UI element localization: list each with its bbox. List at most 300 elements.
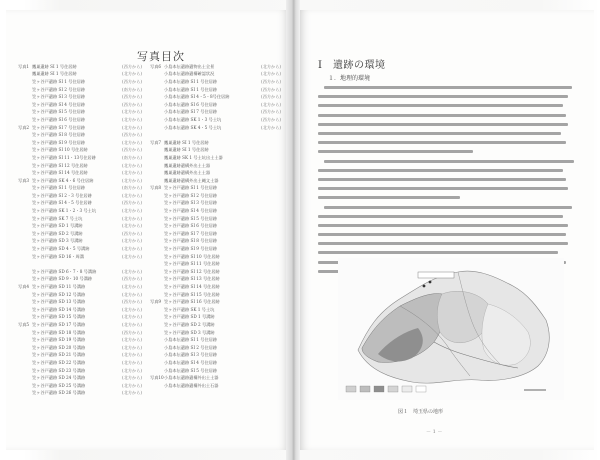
plate-number [150, 345, 164, 351]
plate-number [150, 352, 164, 358]
toc-row [18, 276, 288, 284]
plate-number [150, 307, 164, 313]
toc-entry-right [150, 314, 285, 320]
text-line [318, 202, 576, 211]
figure-caption: 図１ 埼玉県の地形 [398, 409, 444, 415]
photo-direction: (西方から) [122, 230, 143, 236]
photo-title: 笠ヶ谷戸遺跡 SD 25 号溝跡 [32, 382, 86, 388]
plate-number [150, 292, 164, 298]
photo-title: 小島本伝遺跡 SI 3 号住居跡 [164, 352, 218, 358]
toc-row [18, 154, 288, 162]
toc-entry-right [150, 322, 285, 328]
toc-entry-right [150, 238, 285, 244]
photo-direction: (北方から) [122, 253, 143, 259]
photo-direction [261, 155, 285, 161]
plate-number [18, 163, 32, 169]
photo-title: 鷹巣遺跡 SK 1 号土坑出土土器 [164, 154, 223, 160]
plate-number: 写真4 [18, 284, 30, 290]
toc-row [18, 71, 288, 79]
photo-direction: (西方から) [261, 109, 282, 115]
photo-title: 笠ヶ谷戸遺跡 SK 1・2・3 号土坑 [32, 208, 97, 214]
photo-direction: (北方から) [122, 215, 143, 221]
plate-number: 写真1 [18, 63, 30, 69]
photo-title: 笠ヶ谷戸遺跡 SI 15 号住居跡 [164, 291, 220, 297]
photo-title: 笠ヶ谷戸遺跡 SD 9・10 号溝跡 [32, 276, 93, 282]
toc-entry-right [150, 170, 285, 176]
photo-direction: (北方から) [122, 375, 143, 381]
photo-direction: (北方から) [122, 208, 143, 214]
photo-direction: (西方から) [261, 86, 282, 92]
photo-title: 笠ヶ谷戸遺跡 SD 24 号溝跡 [32, 375, 86, 381]
plate-number [18, 170, 32, 176]
photo-direction: (南方から) [122, 86, 143, 92]
toc-entry-right [150, 360, 285, 366]
toc-row [18, 78, 288, 86]
toc-entry-left [18, 216, 146, 222]
photo-title: 小島本伝遺跡遺構外出土土器 [164, 375, 219, 381]
toc-row [18, 245, 288, 253]
text-line [318, 157, 576, 166]
photo-direction: (西方から) [122, 63, 143, 69]
text-line [318, 184, 576, 193]
toc-row [18, 359, 288, 367]
photo-direction [261, 368, 285, 374]
photo-direction: (北方から) [122, 344, 143, 350]
toc-row [18, 374, 288, 382]
photo-direction [261, 231, 285, 237]
photo-title: 笠ヶ谷戸遺跡 SD 20 号溝跡 [32, 344, 86, 350]
photo-direction: (西方から) [122, 200, 143, 206]
toc-entry-left [18, 360, 146, 366]
toc-entry-left [18, 132, 146, 138]
plate-number [18, 102, 32, 108]
plate-number [18, 94, 32, 100]
toc-entry-right [150, 292, 285, 298]
photo-title: 小島本伝遺跡 SI 2 号住居跡 [164, 344, 218, 350]
photo-direction [261, 178, 285, 184]
photo-direction [261, 314, 285, 320]
toc-entry-right [150, 79, 285, 85]
photo-direction [261, 200, 285, 206]
toc-entry-right [150, 163, 285, 169]
toc-entry-right [150, 87, 285, 93]
photo-title: 笠ヶ谷戸遺跡 SD 2 号溝跡 [32, 230, 83, 236]
plate-number [150, 178, 164, 184]
plate-number [18, 193, 32, 199]
photo-title: 鷹巣遺跡 SI 1 号住居跡 [164, 139, 209, 145]
text-line [318, 111, 576, 120]
plate-number [18, 246, 32, 252]
toc-entry-left [18, 337, 146, 343]
toc-entry-right [150, 140, 285, 146]
plate-number [18, 269, 32, 275]
plate-number [18, 307, 32, 313]
toc-entry-right [150, 284, 285, 290]
photo-title: 笠ヶ谷戸遺跡 SI 11 号住居跡 [164, 261, 220, 267]
photo-title: 笠ヶ谷戸遺跡 SK 1 号土坑 [164, 306, 215, 312]
toc-entry-right [150, 208, 285, 214]
toc-row [18, 230, 288, 238]
toc-row [18, 116, 288, 124]
toc-entry-right [150, 330, 285, 336]
plate-number [150, 337, 164, 343]
photo-contents-title: 写真目次 [137, 50, 185, 63]
toc-row [18, 306, 288, 314]
photo-title: 鷹巣遺跡 SI 1 号住居跡 [32, 71, 77, 77]
photo-direction: (北方から) [122, 139, 143, 145]
toc-entry-right [150, 102, 285, 108]
photo-direction [261, 360, 285, 366]
toc-entry-right [150, 71, 285, 77]
toc-entry-right [150, 299, 285, 305]
terrain-map-figure [338, 258, 564, 400]
photo-title: 小島本伝遺跡 SI 7 号住居跡 [164, 109, 218, 115]
text-line [318, 120, 576, 129]
plate-number [150, 109, 164, 115]
photo-title: 笠ヶ谷戸遺跡 SK 4・6 号住居跡 [32, 177, 94, 183]
toc-entry-right [150, 109, 285, 115]
toc-entry-right [150, 345, 285, 351]
photo-title: 笠ヶ谷戸遺跡 SD 18 号溝跡 [32, 329, 86, 335]
photo-direction [261, 337, 285, 343]
toc-entry-left [18, 200, 146, 206]
toc-entry-left [18, 170, 146, 176]
plate-number [150, 200, 164, 206]
photo-direction [261, 163, 285, 169]
chapter-heading: Ⅰ 遺跡の環境 [318, 60, 386, 71]
photo-direction: (北方から) [122, 71, 143, 77]
plate-number [18, 155, 32, 161]
toc-row [18, 283, 288, 291]
photo-title: 笠ヶ谷戸遺跡 SI 14 号住居跡 [32, 170, 88, 176]
text-line [318, 248, 576, 257]
photo-direction: (北方から) [122, 352, 143, 358]
photo-direction: (西方から) [261, 94, 282, 100]
toc-row [18, 207, 288, 215]
photo-title: 笠ヶ谷戸遺跡 SD 14 号溝跡 [32, 306, 86, 312]
toc-entry-left [18, 79, 146, 85]
photo-title: 小島本伝遺跡 SI 1 号住居跡 [164, 337, 218, 343]
toc-entry-right [150, 155, 285, 161]
toc-row [18, 314, 288, 322]
toc-row [18, 192, 288, 200]
toc-entry-right [150, 269, 285, 275]
plate-number [150, 276, 164, 282]
photo-title: 笠ヶ谷戸遺跡 SI 12 号住居跡 [32, 162, 88, 168]
photo-direction [261, 375, 285, 381]
photo-direction: (北方から) [122, 170, 143, 176]
photo-title: 笠ヶ谷戸遺跡 SD 22 号溝跡 [32, 359, 86, 365]
toc-entry-left [18, 94, 146, 100]
toc-row [18, 291, 288, 299]
plate-number [150, 125, 164, 131]
toc-entry-right [150, 193, 285, 199]
photo-title: 笠ヶ谷戸遺跡 SD 4・5 号溝跡 [32, 246, 90, 252]
photo-title: 笠ヶ谷戸遺跡 SI 3 号住居跡 [32, 94, 86, 100]
toc-row [18, 222, 288, 230]
photo-direction: (西方から) [122, 147, 143, 153]
photo-title: 笠ヶ谷戸遺跡 SD 15 号溝跡 [32, 314, 86, 320]
photo-direction: (北方から) [122, 382, 143, 388]
photo-title: 笠ヶ谷戸遺跡 SD 19 号溝跡 [32, 337, 86, 343]
photo-title: 小島本伝遺跡 SK 1・3 号土坑 [164, 116, 222, 122]
photo-title: 笠ヶ谷戸遺跡 SI 13 号住居跡 [164, 276, 220, 282]
photo-direction [261, 330, 285, 336]
toc-entry-left [18, 352, 146, 358]
plate-number [150, 208, 164, 214]
toc-entry-left [18, 238, 146, 244]
photo-direction [261, 185, 285, 191]
plate-number [18, 71, 32, 77]
toc-entry-right [150, 254, 285, 260]
toc-entry-right [150, 216, 285, 222]
plate-number [18, 299, 32, 305]
photo-direction: (北方から) [122, 321, 143, 327]
plate-number [150, 193, 164, 199]
toc-row [18, 162, 288, 170]
plate-number [150, 216, 164, 222]
photo-title: 小島本伝遺跡 SI 4 号住居跡 [164, 359, 218, 365]
photo-direction: (北方から) [122, 268, 143, 274]
plate-number [150, 360, 164, 366]
photo-title: 笠ヶ谷戸遺跡 SI 8 号住居跡 [32, 132, 86, 138]
photo-direction [261, 276, 285, 282]
plate-number: 写真7 [150, 139, 162, 145]
photo-direction: (南方から) [122, 154, 143, 160]
photo-direction [261, 223, 285, 229]
photo-title: 笠ヶ谷戸遺跡 SI 10 号住居跡 [32, 147, 88, 153]
toc-entry-right [150, 223, 285, 229]
photo-title: 笠ヶ谷戸遺跡 SI 2・3 号住居跡 [32, 192, 92, 198]
photo-direction [261, 284, 285, 290]
photo-direction [261, 193, 285, 199]
plate-number [18, 132, 32, 138]
photo-title: 鷹巣遺跡 SI 1 号住居跡 [32, 63, 77, 69]
plate-number [150, 155, 164, 161]
photo-direction: (北方から) [122, 291, 143, 297]
toc-entry-left [18, 155, 146, 161]
photo-title: 笠ヶ谷戸遺跡 SD 16・周溝 [32, 253, 84, 259]
toc-entry-left [18, 284, 146, 290]
toc-row [18, 260, 288, 268]
photo-title: 小島本伝遺跡 SI 1 号住居跡 [164, 78, 218, 84]
photo-direction: (北方から) [122, 238, 143, 244]
plate-number [18, 117, 32, 123]
toc-row [18, 109, 288, 117]
plate-number [18, 109, 32, 115]
photo-direction [261, 307, 285, 313]
photo-title: 笠ヶ谷戸遺跡 SI 16 号住居跡 [164, 299, 220, 305]
photo-direction: (西方から) [261, 116, 282, 122]
photo-title: 笠ヶ谷戸遺跡 SI 3 号住居跡 [164, 200, 218, 206]
toc-row [18, 321, 288, 329]
photo-direction [261, 383, 285, 389]
toc-row [18, 147, 288, 155]
toc-row [18, 200, 288, 208]
toc-row [18, 139, 288, 147]
toc-entry-left [18, 117, 146, 123]
photo-title: 笠ヶ谷戸遺跡 SI 7 号住居跡 [164, 230, 218, 236]
text-line [318, 239, 576, 248]
body-text [318, 83, 576, 276]
photo-title: 笠ヶ谷戸遺跡 SI 5 号住居跡 [32, 109, 86, 115]
toc-entry-left [18, 185, 146, 191]
photo-title: 小島本伝遺跡 SI 1 号住居跡 [164, 86, 218, 92]
plate-number [18, 345, 32, 351]
plate-number [18, 140, 32, 146]
photo-direction [261, 269, 285, 275]
text-line [318, 193, 576, 202]
photo-title: 笠ヶ谷戸遺跡 SD 3 号溝跡 [32, 238, 83, 244]
plate-number [150, 238, 164, 244]
photo-direction [261, 208, 285, 214]
photo-direction: (北方から) [122, 116, 143, 122]
plate-number [150, 383, 164, 389]
photo-title: 笠ヶ谷戸遺跡 SD 21 号溝跡 [32, 352, 86, 358]
photo-direction [261, 147, 285, 153]
text-line [318, 212, 576, 221]
toc-entry-right [150, 276, 285, 282]
text-line [318, 230, 576, 239]
photo-title: 笠ヶ谷戸遺跡 SD 3 号溝跡 [164, 329, 215, 335]
toc-entry-left [18, 276, 146, 282]
plate-number: 写真5 [18, 321, 30, 327]
toc-entry-left [18, 254, 146, 260]
text-line [318, 101, 576, 110]
text-line [318, 129, 576, 138]
photo-direction [261, 322, 285, 328]
photo-title: 鷹巣遺跡 SI 1 号住居跡 [164, 147, 209, 153]
photo-direction: (北方から) [122, 124, 143, 130]
toc-entry-right [150, 185, 285, 191]
text-line [318, 138, 576, 147]
plate-number [18, 231, 32, 237]
plate-number [150, 147, 164, 153]
plate-number [150, 284, 164, 290]
photo-direction [261, 238, 285, 244]
plate-number: 写真2 [18, 124, 30, 130]
toc-entry-right [150, 383, 285, 389]
toc-entry-left [18, 71, 146, 77]
plate-number [18, 238, 32, 244]
plate-number [18, 352, 32, 358]
photo-title: 笠ヶ谷戸遺跡 SD 1 号溝跡 [164, 314, 215, 320]
text-line [318, 221, 576, 230]
photo-title: 笠ヶ谷戸遺跡 SD 1 号溝跡 [32, 223, 83, 229]
photo-title: 小島本伝遺跡 SK 4・5 号土坑 [164, 124, 222, 130]
plate-number [150, 170, 164, 176]
photo-title: 笠ヶ谷戸遺跡 SD 17 号溝跡 [32, 321, 86, 327]
photo-direction: (西方から) [122, 276, 143, 282]
text-line [318, 175, 576, 184]
toc-entry-left [18, 299, 146, 305]
toc-row [18, 344, 288, 352]
plate-number [18, 292, 32, 298]
toc-row [18, 124, 288, 132]
toc-entry-left [18, 383, 146, 389]
toc-row [18, 63, 288, 71]
photo-title: 小島本伝遺跡 SI 4・5・8号住居跡 [164, 94, 230, 100]
plate-number [18, 276, 32, 282]
toc-entry-left [18, 322, 146, 328]
toc-entry-left [18, 87, 146, 93]
plate-number [18, 185, 32, 191]
plate-number [150, 163, 164, 169]
toc-entry-right [150, 261, 285, 267]
photo-title: 笠ヶ谷戸遺跡 SI 7 号住居跡 [32, 124, 86, 130]
photo-title: 笠ヶ谷戸遺跡 SI 4 号住居跡 [164, 208, 218, 214]
toc-row [18, 329, 288, 337]
toc-entry-right [150, 94, 285, 100]
photo-title: 笠ヶ谷戸遺跡 SI 2 号住居跡 [32, 86, 86, 92]
plate-number [150, 314, 164, 320]
plate-number [18, 223, 32, 229]
plate-number [18, 79, 32, 85]
toc-row [18, 382, 288, 390]
plate-number [18, 254, 32, 260]
plate-number [18, 390, 32, 396]
toc-row [18, 298, 288, 306]
photo-title: 笠ヶ谷戸遺跡 SK 7 号土坑 [32, 215, 83, 221]
photo-title: 笠ヶ谷戸遺跡 SI 10 号住居跡 [164, 253, 220, 259]
plate-number [18, 383, 32, 389]
toc-entry-left [18, 292, 146, 298]
toc-row [18, 367, 288, 375]
toc-entry-left [18, 102, 146, 108]
photo-title: 笠ヶ谷戸遺跡 SI 8 号住居跡 [164, 238, 218, 244]
photo-title: 笠ヶ谷戸遺跡 SD 23 号溝跡 [32, 367, 86, 373]
photo-title: 笠ヶ谷戸遺跡 SD 12 号溝跡 [32, 291, 86, 297]
toc-entry-left [18, 140, 146, 146]
photo-direction: (北方から) [122, 337, 143, 343]
photo-title: 笠ヶ谷戸遺跡 SI 2 号住居跡 [164, 192, 218, 198]
photo-direction [261, 170, 285, 176]
plate-number [150, 269, 164, 275]
photo-direction: (北方から) [122, 162, 143, 168]
photo-title: 鷹巣遺跡遺構外出土土器 [164, 162, 211, 168]
photo-direction: (北方から) [122, 314, 143, 320]
photo-title: 笠ヶ谷戸遺跡 SI 9 号住居跡 [32, 139, 86, 145]
toc-entry-right [150, 200, 285, 206]
photo-title: 鷹巣遺跡遺構外出土土器 [164, 170, 211, 176]
toc-row [18, 336, 288, 344]
section-heading: １．地理的環境 [328, 75, 371, 82]
toc-row [18, 131, 288, 139]
photo-direction: (北方から) [261, 63, 282, 69]
photo-title: 小島本伝遺跡遺物出土全景 [164, 63, 215, 69]
plate-number [18, 87, 32, 93]
plate-number [150, 87, 164, 93]
photo-direction: (西方から) [122, 101, 143, 107]
plate-number: 写真8 [150, 185, 162, 191]
photo-direction: (北方から) [122, 390, 143, 396]
plate-number [150, 368, 164, 374]
toc-entry-left [18, 208, 146, 214]
photo-direction: (北方から) [122, 223, 143, 229]
photo-title: 小島本伝遺跡遺構確認状況 [164, 71, 215, 77]
toc-entry-left [18, 345, 146, 351]
toc-entry-right [150, 375, 285, 381]
text-line [318, 92, 576, 101]
toc-entry-right [150, 125, 285, 131]
toc-row [18, 238, 288, 246]
toc-row [18, 101, 288, 109]
toc-entry-left [18, 178, 146, 184]
photo-direction [261, 299, 285, 305]
photo-direction: (西方から) [122, 329, 143, 335]
photo-direction: (北方から) [261, 124, 282, 130]
photo-contents-list [18, 63, 288, 397]
